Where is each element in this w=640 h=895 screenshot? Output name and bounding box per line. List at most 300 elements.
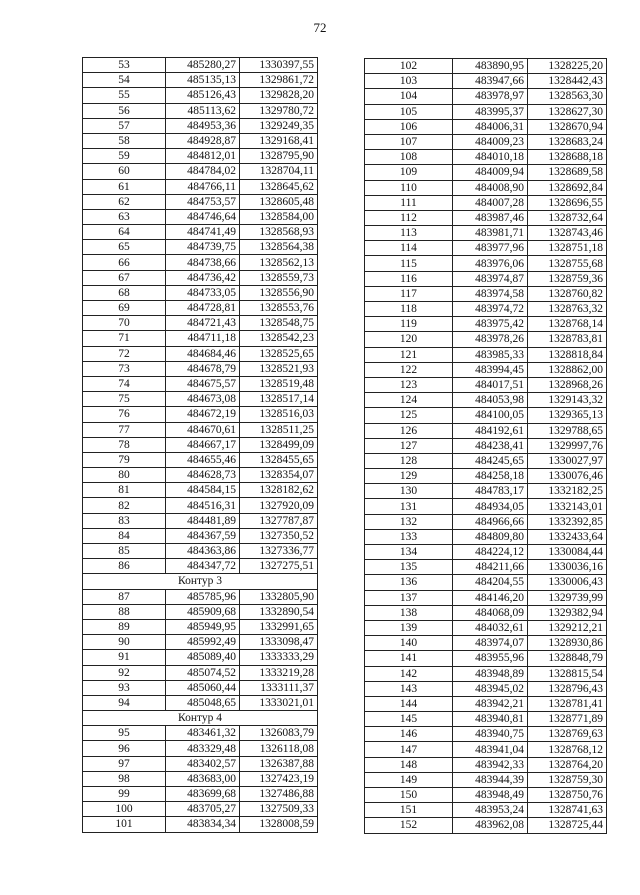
coord-y: 1326387,88 — [240, 756, 318, 771]
table-row — [83, 376, 318, 391]
point-number: 113 — [365, 226, 453, 241]
point-number: 111 — [365, 195, 453, 210]
point-number: 56 — [83, 103, 166, 118]
coord-x: 484211,66 — [453, 560, 528, 575]
coord-y: 1330084,44 — [528, 545, 607, 560]
coord-x: 484784,02 — [166, 164, 240, 179]
coord-x: 483977,96 — [453, 241, 528, 256]
coord-y: 1332890,54 — [240, 604, 318, 619]
coord-x: 484053,98 — [453, 393, 528, 408]
point-number: 152 — [365, 818, 453, 833]
coord-x: 484934,05 — [453, 499, 528, 514]
coord-x: 483955,96 — [453, 651, 528, 666]
table-row — [365, 529, 607, 544]
point-number: 126 — [365, 423, 453, 438]
table-row — [83, 513, 318, 528]
table-row — [83, 361, 318, 376]
coord-x: 483683,00 — [166, 771, 240, 786]
point-number: 101 — [83, 817, 166, 832]
table-row — [83, 726, 318, 741]
coord-x: 484721,43 — [166, 316, 240, 331]
coord-y: 1328689,58 — [528, 165, 607, 180]
point-number: 72 — [83, 346, 166, 361]
table-row — [365, 423, 607, 438]
coord-y: 1328499,09 — [240, 437, 318, 452]
coord-y: 1328519,48 — [240, 376, 318, 391]
coord-y: 1328725,44 — [528, 818, 607, 833]
coord-y: 1328564,38 — [240, 240, 318, 255]
coord-y: 1326083,79 — [240, 726, 318, 741]
table-row — [365, 180, 607, 195]
table-row — [365, 104, 607, 119]
point-number: 93 — [83, 680, 166, 695]
point-number: 78 — [83, 437, 166, 452]
point-number: 127 — [365, 438, 453, 453]
point-number: 55 — [83, 88, 166, 103]
point-number: 135 — [365, 560, 453, 575]
coord-y: 1328455,65 — [240, 452, 318, 467]
table-row — [365, 347, 607, 362]
coord-x: 483962,08 — [453, 818, 528, 833]
table-row — [83, 164, 318, 179]
coord-y: 1328769,63 — [528, 727, 607, 742]
coord-y: 1332433,64 — [528, 529, 607, 544]
table-row — [83, 695, 318, 710]
coord-x: 483947,66 — [453, 74, 528, 89]
coordinates-table-left — [82, 57, 318, 833]
coord-y: 1328525,65 — [240, 346, 318, 361]
coord-x: 485048,65 — [166, 695, 240, 710]
point-number: 84 — [83, 528, 166, 543]
point-number: 107 — [365, 134, 453, 149]
coord-y: 1328553,76 — [240, 301, 318, 316]
coord-y: 1328008,59 — [240, 817, 318, 832]
coord-y: 1328751,18 — [528, 241, 607, 256]
coord-y: 1328442,43 — [528, 74, 607, 89]
point-number: 68 — [83, 285, 166, 300]
point-number: 145 — [365, 712, 453, 727]
coord-y: 1327350,52 — [240, 528, 318, 543]
coord-y: 1327509,33 — [240, 802, 318, 817]
coord-x: 485949,95 — [166, 619, 240, 634]
coord-x: 484007,28 — [453, 195, 528, 210]
table-row — [365, 165, 607, 180]
point-number: 147 — [365, 742, 453, 757]
point-number: 148 — [365, 757, 453, 772]
coord-x: 484675,57 — [166, 376, 240, 391]
coord-x: 484238,41 — [453, 438, 528, 453]
coord-x: 485074,52 — [166, 665, 240, 680]
point-number: 109 — [365, 165, 453, 180]
coord-x: 484670,61 — [166, 422, 240, 437]
coord-x: 483940,81 — [453, 712, 528, 727]
table-row — [83, 58, 318, 73]
point-number: 59 — [83, 149, 166, 164]
point-number: 122 — [365, 362, 453, 377]
coord-x: 483948,49 — [453, 788, 528, 803]
coord-y: 1328521,93 — [240, 361, 318, 376]
point-number: 128 — [365, 453, 453, 468]
point-number: 139 — [365, 620, 453, 635]
point-number: 112 — [365, 210, 453, 225]
coord-x: 484753,57 — [166, 194, 240, 209]
table-row — [365, 803, 607, 818]
coord-y: 1328548,75 — [240, 316, 318, 331]
point-number: 131 — [365, 499, 453, 514]
table-row — [83, 468, 318, 483]
table-row — [365, 271, 607, 286]
coord-y: 1328763,32 — [528, 302, 607, 317]
table-row — [365, 119, 607, 134]
table-row — [83, 301, 318, 316]
coord-y: 1328683,24 — [528, 134, 607, 149]
table-row — [365, 681, 607, 696]
coord-x: 483975,42 — [453, 317, 528, 332]
coord-y: 1329828,20 — [240, 88, 318, 103]
coord-x: 483981,71 — [453, 226, 528, 241]
coord-x: 483834,34 — [166, 817, 240, 832]
table-row — [83, 680, 318, 695]
coord-x: 484739,75 — [166, 240, 240, 255]
table-row — [365, 226, 607, 241]
coord-x: 483942,33 — [453, 757, 528, 772]
coord-y: 1328563,30 — [528, 89, 607, 104]
coord-y: 1328768,12 — [528, 742, 607, 757]
coord-x: 483995,37 — [453, 104, 528, 119]
point-number: 117 — [365, 286, 453, 301]
coord-y: 1330006,43 — [528, 575, 607, 590]
point-number: 76 — [83, 407, 166, 422]
table-row — [83, 787, 318, 802]
point-number: 83 — [83, 513, 166, 528]
coord-y: 1333333,29 — [240, 650, 318, 665]
contour-header-row — [83, 711, 318, 726]
table-row — [365, 150, 607, 165]
coord-y: 1327920,09 — [240, 498, 318, 513]
table-row — [365, 59, 607, 74]
coord-y: 1328818,84 — [528, 347, 607, 362]
coord-x: 483941,04 — [453, 742, 528, 757]
table-row — [365, 469, 607, 484]
point-number: 67 — [83, 270, 166, 285]
coord-y: 1328627,30 — [528, 104, 607, 119]
table-row — [365, 727, 607, 742]
table-row — [365, 666, 607, 681]
coord-x: 483329,48 — [166, 741, 240, 756]
coord-y: 1328696,55 — [528, 195, 607, 210]
table-row — [365, 590, 607, 605]
coord-x: 484010,18 — [453, 150, 528, 165]
coord-x: 484363,86 — [166, 544, 240, 559]
coord-y: 1328795,90 — [240, 149, 318, 164]
coord-x: 483940,75 — [453, 727, 528, 742]
point-number: 57 — [83, 118, 166, 133]
point-number: 136 — [365, 575, 453, 590]
coord-y: 1329861,72 — [240, 73, 318, 88]
coord-y: 1328759,30 — [528, 772, 607, 787]
coord-x: 485126,43 — [166, 88, 240, 103]
point-number: 108 — [365, 150, 453, 165]
table-row — [365, 696, 607, 711]
table-row — [365, 742, 607, 757]
table-row — [83, 483, 318, 498]
coord-y: 1333111,37 — [240, 680, 318, 695]
coord-x: 484628,73 — [166, 468, 240, 483]
table-row — [83, 133, 318, 148]
coord-x: 484204,55 — [453, 575, 528, 590]
table-row — [83, 635, 318, 650]
coord-y: 1329780,72 — [240, 103, 318, 118]
coord-x: 485135,13 — [166, 73, 240, 88]
table-row — [83, 589, 318, 604]
coord-y: 1327336,77 — [240, 544, 318, 559]
coord-y: 1328771,89 — [528, 712, 607, 727]
table-row — [83, 422, 318, 437]
coord-x: 484481,89 — [166, 513, 240, 528]
coord-x: 484516,31 — [166, 498, 240, 513]
coord-y: 1330397,55 — [240, 58, 318, 73]
table-row — [83, 225, 318, 240]
coord-y: 1328968,26 — [528, 377, 607, 392]
table-row — [83, 604, 318, 619]
point-number: 106 — [365, 119, 453, 134]
coordinates-table-right — [364, 58, 607, 834]
coord-x: 484809,80 — [453, 529, 528, 544]
table-row — [83, 103, 318, 118]
point-number: 60 — [83, 164, 166, 179]
table-row — [365, 514, 607, 529]
coord-y: 1328930,86 — [528, 636, 607, 651]
point-number: 63 — [83, 209, 166, 224]
coord-x: 484017,51 — [453, 377, 528, 392]
coord-x: 483976,06 — [453, 256, 528, 271]
table-row — [365, 286, 607, 301]
coord-x: 483944,39 — [453, 772, 528, 787]
coord-x: 484667,17 — [166, 437, 240, 452]
coord-y: 1328848,79 — [528, 651, 607, 666]
point-number: 134 — [365, 545, 453, 560]
table-row — [83, 528, 318, 543]
coord-x: 484009,23 — [453, 134, 528, 149]
coord-y: 1329739,99 — [528, 590, 607, 605]
point-number: 81 — [83, 483, 166, 498]
point-number: 119 — [365, 317, 453, 332]
point-number: 80 — [83, 468, 166, 483]
table-row — [365, 560, 607, 575]
table-row — [365, 605, 607, 620]
table-row — [365, 636, 607, 651]
coord-y: 1328517,14 — [240, 392, 318, 407]
coord-x: 484584,15 — [166, 483, 240, 498]
coord-x: 484367,59 — [166, 528, 240, 543]
table-row — [83, 240, 318, 255]
point-number: 98 — [83, 771, 166, 786]
coord-y: 1329382,94 — [528, 605, 607, 620]
point-number: 91 — [83, 650, 166, 665]
coord-y: 1333098,47 — [240, 635, 318, 650]
table-row — [365, 788, 607, 803]
coord-x: 484741,49 — [166, 225, 240, 240]
point-number: 53 — [83, 58, 166, 73]
coord-x: 484953,36 — [166, 118, 240, 133]
table-row — [365, 620, 607, 635]
point-number: 77 — [83, 422, 166, 437]
coord-y: 1330036,16 — [528, 560, 607, 575]
coord-x: 484672,19 — [166, 407, 240, 422]
coord-x: 484711,18 — [166, 331, 240, 346]
coord-x: 484655,46 — [166, 452, 240, 467]
coord-x: 484008,90 — [453, 180, 528, 195]
table-row — [83, 437, 318, 452]
coord-y: 1329143,32 — [528, 393, 607, 408]
coord-x: 484068,09 — [453, 605, 528, 620]
coord-x: 485113,62 — [166, 103, 240, 118]
table-row — [365, 256, 607, 271]
table-row — [83, 209, 318, 224]
coord-x: 483974,58 — [453, 286, 528, 301]
table-row — [83, 346, 318, 361]
coord-x: 484728,81 — [166, 301, 240, 316]
coord-x: 485089,40 — [166, 650, 240, 665]
point-number: 69 — [83, 301, 166, 316]
coord-x: 484146,20 — [453, 590, 528, 605]
table-row — [83, 741, 318, 756]
table-row — [83, 270, 318, 285]
coord-y: 1328688,18 — [528, 150, 607, 165]
coord-x: 485785,96 — [166, 589, 240, 604]
coord-y: 1328741,63 — [528, 803, 607, 818]
table-row — [83, 285, 318, 300]
table-row — [365, 499, 607, 514]
coord-x: 483699,68 — [166, 787, 240, 802]
point-number: 146 — [365, 727, 453, 742]
coord-y: 1328732,64 — [528, 210, 607, 225]
point-number: 70 — [83, 316, 166, 331]
contour-header-row — [83, 574, 318, 589]
coord-y: 1329212,21 — [528, 620, 607, 635]
table-row — [83, 194, 318, 209]
table-row — [365, 712, 607, 727]
point-number: 142 — [365, 666, 453, 681]
table-row — [365, 818, 607, 833]
point-number: 129 — [365, 469, 453, 484]
coord-y: 1328354,07 — [240, 468, 318, 483]
coord-y: 1328542,23 — [240, 331, 318, 346]
coord-y: 1328862,00 — [528, 362, 607, 377]
coord-x: 484678,79 — [166, 361, 240, 376]
point-number: 137 — [365, 590, 453, 605]
point-number: 71 — [83, 331, 166, 346]
table-row — [83, 149, 318, 164]
table-row — [365, 651, 607, 666]
table-row — [83, 544, 318, 559]
coord-x: 484032,61 — [453, 620, 528, 635]
coord-y: 1328783,81 — [528, 332, 607, 347]
point-number: 149 — [365, 772, 453, 787]
point-number: 150 — [365, 788, 453, 803]
point-number: 110 — [365, 180, 453, 195]
contour-label: Контур 4 — [83, 711, 318, 726]
table-row — [365, 210, 607, 225]
coord-x: 485992,49 — [166, 635, 240, 650]
coord-y: 1326118,08 — [240, 741, 318, 756]
point-number: 95 — [83, 726, 166, 741]
coord-x: 484733,05 — [166, 285, 240, 300]
coord-y: 1328516,03 — [240, 407, 318, 422]
coord-x: 483974,87 — [453, 271, 528, 286]
table-row — [365, 302, 607, 317]
table-row — [83, 771, 318, 786]
coord-y: 1328645,62 — [240, 179, 318, 194]
coord-y: 1328182,62 — [240, 483, 318, 498]
coord-x: 484100,05 — [453, 408, 528, 423]
coord-y: 1333021,01 — [240, 695, 318, 710]
table-row — [83, 73, 318, 88]
point-number: 65 — [83, 240, 166, 255]
coord-x: 483985,33 — [453, 347, 528, 362]
point-number: 54 — [83, 73, 166, 88]
coord-y: 1332392,85 — [528, 514, 607, 529]
table-row — [365, 362, 607, 377]
point-number: 96 — [83, 741, 166, 756]
coord-x: 483978,26 — [453, 332, 528, 347]
point-number: 138 — [365, 605, 453, 620]
coord-y: 1328760,82 — [528, 286, 607, 301]
table-row — [365, 134, 607, 149]
coord-y: 1328225,20 — [528, 59, 607, 74]
point-number: 104 — [365, 89, 453, 104]
table-row — [83, 817, 318, 832]
point-number: 97 — [83, 756, 166, 771]
coord-y: 1328670,94 — [528, 119, 607, 134]
point-number: 133 — [365, 529, 453, 544]
table-row — [83, 498, 318, 513]
coord-y: 1328568,93 — [240, 225, 318, 240]
coord-y: 1328743,46 — [528, 226, 607, 241]
table-row — [365, 241, 607, 256]
coord-y: 1329249,35 — [240, 118, 318, 133]
coord-y: 1328815,54 — [528, 666, 607, 681]
table-row — [83, 255, 318, 270]
point-number: 118 — [365, 302, 453, 317]
point-number: 75 — [83, 392, 166, 407]
table-row — [83, 331, 318, 346]
table-row — [83, 407, 318, 422]
table-row — [365, 332, 607, 347]
coord-y: 1332143,01 — [528, 499, 607, 514]
point-number: 103 — [365, 74, 453, 89]
coord-y: 1328796,43 — [528, 681, 607, 696]
point-number: 100 — [83, 802, 166, 817]
coord-x: 483461,32 — [166, 726, 240, 741]
coord-x: 484684,46 — [166, 346, 240, 361]
contour-label: Контур 3 — [83, 574, 318, 589]
point-number: 79 — [83, 452, 166, 467]
page-number: 72 — [313, 20, 327, 35]
point-number: 151 — [365, 803, 453, 818]
point-number: 121 — [365, 347, 453, 362]
coord-x: 484258,18 — [453, 469, 528, 484]
coord-x: 484783,17 — [453, 484, 528, 499]
coord-x: 484192,61 — [453, 423, 528, 438]
coord-x: 484766,11 — [166, 179, 240, 194]
coord-x: 484812,01 — [166, 149, 240, 164]
point-number: 125 — [365, 408, 453, 423]
table-row — [365, 772, 607, 787]
table-row — [83, 802, 318, 817]
point-number: 144 — [365, 696, 453, 711]
coord-x: 483974,07 — [453, 636, 528, 651]
